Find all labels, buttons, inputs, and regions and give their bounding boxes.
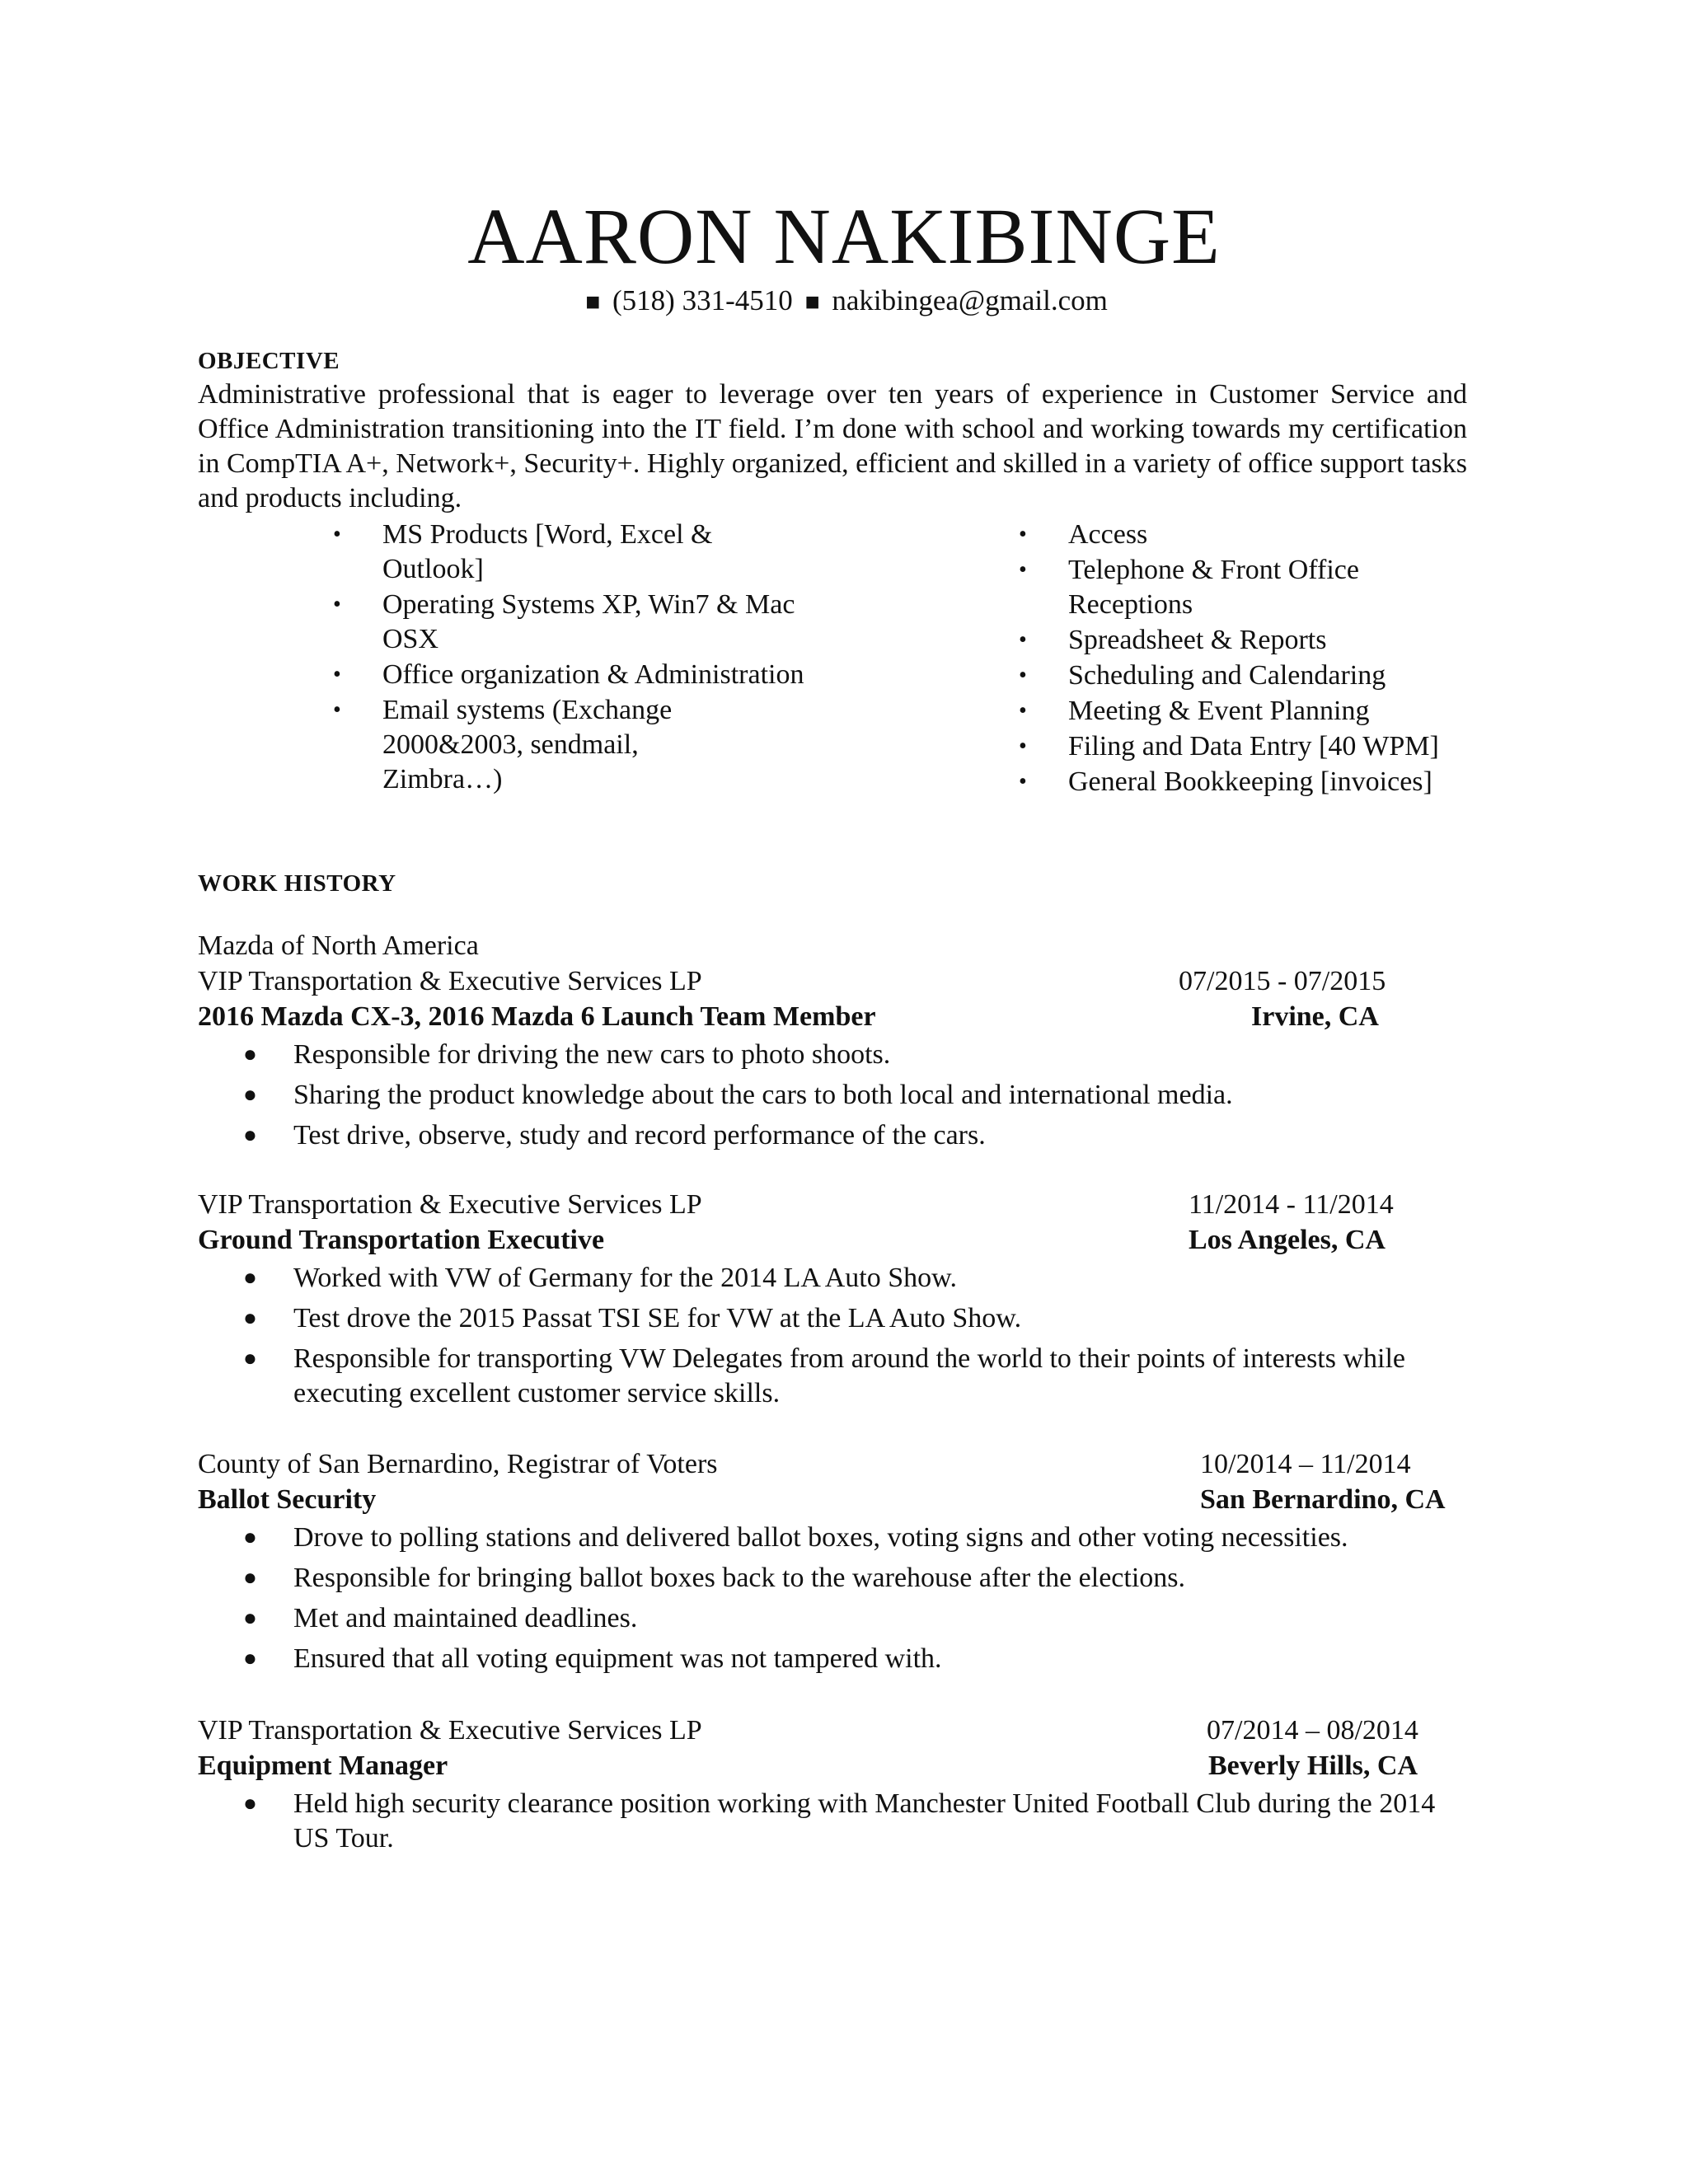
bullet-icon: •: [1019, 769, 1027, 794]
bullet-text: Responsible for driving the new cars to photo shoots.: [293, 1039, 891, 1070]
skill-label: Email systems (Exchange 2000&2003, sendmail, Zimbra…): [382, 695, 673, 794]
bullet-icon: •: [1019, 557, 1027, 583]
bullet-icon: ●: [243, 1042, 257, 1067]
bullet-icon: •: [333, 662, 341, 687]
job-org-line: [198, 963, 1492, 999]
job-title-line: [198, 1222, 1492, 1258]
skill-label: Access: [1068, 519, 1148, 550]
list-item: [1019, 658, 1530, 693]
list-item: [198, 1787, 1472, 1856]
job-location: Beverly Hills, CA: [1208, 1750, 1418, 1781]
job-organization: VIP Transportation & Executive Services LP: [198, 1715, 702, 1746]
bullet-text: Test drove the 2015 Passat TSI SE for VW at the LA Auto Show.: [293, 1303, 1022, 1333]
bullet-icon: •: [1019, 522, 1027, 547]
bullet-icon: •: [333, 697, 341, 723]
list-item: [1019, 623, 1530, 658]
job-title-line: [198, 1482, 1492, 1517]
bullet-icon: ●: [243, 1605, 257, 1631]
bullet-icon: •: [333, 592, 341, 617]
job-dates: 07/2015 - 07/2015: [1179, 966, 1386, 996]
bullet-text: Sharing the product knowledge about the cars to both local and international media.: [293, 1080, 1233, 1110]
bullet-text: Responsible for bringing ballot boxes back to the warehouse after the elections.: [293, 1563, 1186, 1593]
job-dates: 07/2014 – 08/2014: [1207, 1715, 1418, 1746]
list-item: [1019, 518, 1530, 552]
job-dates: 10/2014 – 11/2014: [1200, 1449, 1411, 1479]
square-bullet-icon: ■: [804, 288, 820, 316]
bullet-text: Test drive, observe, study and record performance of the cars.: [293, 1120, 986, 1151]
job-dates: 11/2014 - 11/2014: [1189, 1189, 1394, 1220]
list-item: [198, 1601, 1472, 1636]
objective-text: Administrative professional that is eager to leverage over ten years of experience in Customer Service and Office Administration transitioning into the IT field. I’m done with school and working towards my certification in CompTIA A+, Network+, Security+. Highly organized, efficient and skilled in a variety of office support tasks and products including.: [198, 379, 1467, 513]
bullet-icon: •: [333, 522, 341, 547]
square-bullet-icon: ■: [585, 288, 601, 316]
list-item: [198, 1078, 1472, 1113]
bullet-text: Drove to polling stations and delivered ballot boxes, voting signs and other voting necessities.: [293, 1522, 1348, 1553]
bullet-icon: ●: [243, 1791, 257, 1816]
skill-label: MS Products [Word, Excel & Outlook]: [382, 519, 713, 584]
job-org-line: [198, 1187, 1492, 1222]
job-organization: VIP Transportation & Executive Services LP: [198, 1189, 702, 1220]
list-item: [333, 518, 811, 587]
phone-number: (518) 331-4510: [612, 284, 793, 316]
list-item: [1019, 765, 1530, 799]
bullet-text: Worked with VW of Germany for the 2014 LA Auto Show.: [293, 1263, 957, 1293]
job-bullets: [198, 1038, 1492, 1153]
list-item: [198, 1301, 1472, 1336]
bullet-text: Met and maintained deadlines.: [293, 1603, 638, 1633]
list-item: [198, 1561, 1472, 1596]
job-organization: Mazda of North America: [198, 930, 479, 961]
job-entry: [198, 1446, 1492, 1682]
skills-list-left: [333, 518, 811, 798]
bullet-icon: ●: [243, 1265, 257, 1291]
objective-heading: OBJECTIVE: [198, 348, 340, 374]
job-bullets: [198, 1261, 1492, 1411]
job-organization: VIP Transportation & Executive Services LP: [198, 966, 702, 996]
job-bullets: [198, 1521, 1492, 1676]
job-title-line: [198, 1748, 1492, 1783]
bullet-icon: ●: [243, 1082, 257, 1108]
skill-label: Spreadsheet & Reports: [1068, 625, 1327, 655]
skill-label: General Bookkeeping [invoices]: [1068, 766, 1432, 797]
job-entry: [198, 1713, 1492, 1862]
job-location: Los Angeles, CA: [1189, 1225, 1386, 1255]
skill-label: Filing and Data Entry [40 WPM]: [1068, 731, 1439, 762]
job-title: Equipment Manager: [198, 1750, 448, 1781]
job-entry: [198, 928, 1492, 1159]
bullet-icon: •: [1019, 698, 1027, 724]
list-item: [198, 1342, 1472, 1411]
list-item: [198, 1642, 1472, 1676]
bullet-icon: •: [1019, 627, 1027, 653]
job-organization: County of San Bernardino, Registrar of Voters: [198, 1449, 718, 1479]
job-org-line: [198, 1713, 1492, 1748]
skill-label: Operating Systems XP, Win7 & Mac OSX: [382, 589, 795, 654]
bullet-icon: ●: [243, 1122, 257, 1148]
skill-label: Scheduling and Calendaring: [1068, 660, 1386, 691]
skill-label: Telephone & Front Office Receptions: [1068, 555, 1359, 620]
bullet-icon: ●: [243, 1525, 257, 1550]
job-title-line: [198, 999, 1492, 1034]
job-location: Irvine, CA: [1251, 1001, 1379, 1032]
contact-line: [0, 283, 1688, 321]
job-org-line: [198, 1446, 1492, 1482]
bullet-icon: ●: [243, 1646, 257, 1671]
bullet-icon: ●: [243, 1346, 257, 1371]
work-history-heading: WORK HISTORY: [198, 870, 396, 897]
list-item: [198, 1521, 1472, 1555]
list-item: [333, 588, 811, 657]
candidate-name: AARON NAKIBINGE: [467, 192, 1221, 280]
list-item: [1019, 553, 1423, 622]
job-title: 2016 Mazda CX-3, 2016 Mazda 6 Launch Team Member: [198, 1001, 876, 1032]
bullet-text: Ensured that all voting equipment was not tampered with.: [293, 1643, 942, 1674]
skills-list-right: [1019, 518, 1530, 800]
job-entry: [198, 1187, 1492, 1417]
skill-label: Office organization & Administration: [382, 659, 804, 690]
list-item: [1019, 694, 1530, 729]
skill-label: Meeting & Event Planning: [1068, 696, 1370, 726]
list-item: [198, 1261, 1472, 1296]
job-org-line: [198, 928, 1492, 963]
job-title: Ballot Security: [198, 1484, 377, 1515]
list-item: [198, 1118, 1472, 1153]
bullet-text: Held high security clearance position working with Manchester United Football Club during the 2014 US Tour.: [293, 1788, 1436, 1854]
job-bullets: [198, 1787, 1492, 1856]
list-item: [333, 658, 811, 692]
job-location: San Bernardino, CA: [1200, 1484, 1446, 1515]
email-address: nakibingea@gmail.com: [832, 284, 1108, 316]
list-item: [1019, 729, 1530, 764]
list-item: [198, 1038, 1472, 1072]
bullet-icon: ●: [243, 1305, 257, 1331]
bullet-icon: •: [1019, 733, 1027, 759]
bullet-icon: •: [1019, 663, 1027, 688]
bullet-text: Responsible for transporting VW Delegates from around the world to their points of interests while executing excellent customer service skills.: [293, 1343, 1406, 1408]
bullet-icon: ●: [243, 1565, 257, 1591]
list-item: [333, 693, 729, 797]
job-title: Ground Transportation Executive: [198, 1225, 605, 1255]
